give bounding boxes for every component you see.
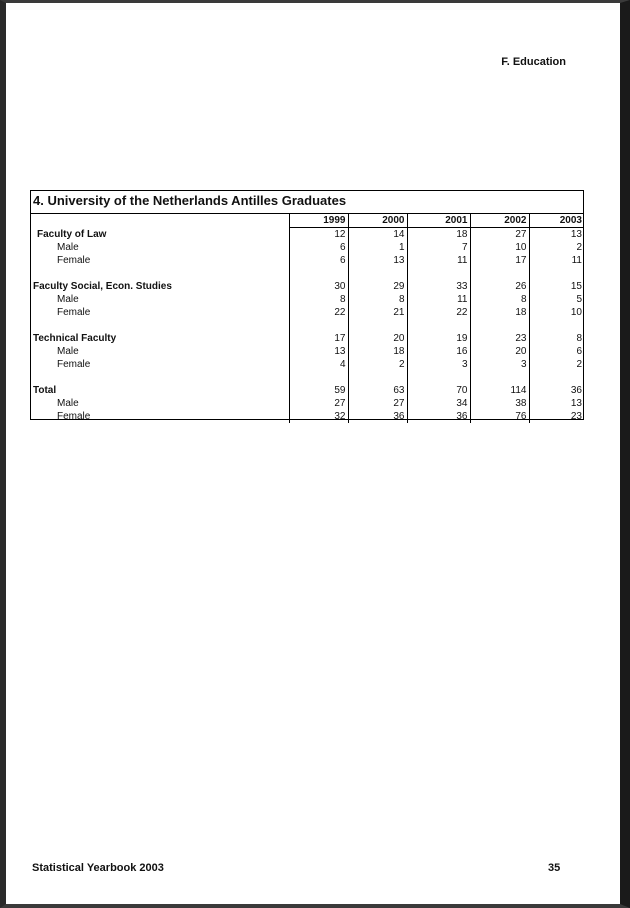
table-row-male: [31, 293, 584, 306]
cell: 22: [407, 306, 470, 319]
graduates-table-box: [30, 190, 584, 420]
cell: 27: [470, 228, 529, 242]
page-number: 35: [548, 862, 561, 874]
cell: 22: [289, 306, 348, 319]
table-row-group-total: [31, 280, 584, 293]
cell: 18: [470, 306, 529, 319]
cell: 59: [289, 384, 348, 397]
cell: 15: [529, 280, 584, 293]
cell: 6: [289, 241, 348, 254]
cell: 8: [289, 293, 348, 306]
cell: 2: [529, 241, 584, 254]
spacer-row: [31, 267, 584, 280]
table-row-female: [31, 254, 584, 267]
cell: 11: [529, 254, 584, 267]
cell: 32: [289, 410, 348, 423]
year-header: 2002: [470, 214, 529, 228]
group-label: Faculty of Law: [37, 228, 107, 240]
spacer-row: [31, 371, 584, 384]
cell: 3: [470, 358, 529, 371]
cell: 8: [470, 293, 529, 306]
cell: 10: [470, 241, 529, 254]
cell: 11: [407, 254, 470, 267]
cell: 33: [407, 280, 470, 293]
cell: 26: [470, 280, 529, 293]
spacer-row: [31, 319, 584, 332]
group-label: Faculty Social, Econ. Studies: [33, 281, 172, 292]
cell: 18: [407, 228, 470, 242]
female-label: Female: [57, 255, 91, 266]
cell: 2: [348, 358, 407, 371]
table-row-group-total: [31, 228, 584, 242]
cell: 7: [407, 241, 470, 254]
cell: 27: [289, 397, 348, 410]
cell: 36: [407, 410, 470, 423]
male-label: Male: [57, 294, 79, 305]
graduates-table: [31, 214, 584, 423]
cell: 12: [289, 228, 348, 242]
female-label: Female: [57, 411, 91, 422]
cell: 16: [407, 345, 470, 358]
year-header: 2001: [407, 214, 470, 228]
year-header: 2000: [348, 214, 407, 228]
table-row-female: [31, 306, 584, 319]
group-label: Total: [33, 385, 57, 396]
cell: 13: [289, 345, 348, 358]
cell: 4: [289, 358, 348, 371]
cell: 23: [529, 410, 584, 423]
cell: 19: [407, 332, 470, 345]
year-header: 2003: [529, 214, 584, 228]
cell: 13: [529, 228, 584, 242]
table-title: 4. University of the Netherlands Antilles Graduates: [33, 193, 347, 208]
table-row-male: [31, 397, 584, 410]
cell: 30: [289, 280, 348, 293]
cell: 36: [348, 410, 407, 423]
year-header: 1999: [289, 214, 348, 228]
cell: 10: [529, 306, 584, 319]
cell: 11: [407, 293, 470, 306]
section-header: F. Education: [501, 56, 566, 68]
year-header-row: [31, 214, 584, 228]
cell: 5: [529, 293, 584, 306]
cell: 21: [348, 306, 407, 319]
cell: 6: [289, 254, 348, 267]
cell: 14: [348, 228, 407, 242]
cell: 18: [348, 345, 407, 358]
header-blank: [31, 214, 289, 228]
cell: 8: [348, 293, 407, 306]
female-label: Female: [57, 359, 91, 370]
cell: 20: [470, 345, 529, 358]
cell: 20: [348, 332, 407, 345]
table-row-group-total: [31, 384, 584, 397]
table-row-female: [31, 358, 584, 371]
cell: 8: [529, 332, 584, 345]
table-row-male: [31, 241, 584, 254]
cell: 34: [407, 397, 470, 410]
cell: 36: [529, 384, 584, 397]
cell: 3: [407, 358, 470, 371]
cell: 17: [289, 332, 348, 345]
table-row-female: [31, 410, 584, 423]
cell: 13: [348, 254, 407, 267]
cell: 13: [529, 397, 584, 410]
cell: 63: [348, 384, 407, 397]
cell: 17: [470, 254, 529, 267]
group-label: Technical Faculty: [33, 333, 117, 344]
cell: 38: [470, 397, 529, 410]
cell: 2: [529, 358, 584, 371]
cell: 27: [348, 397, 407, 410]
publication-title: Statistical Yearbook 2003: [32, 862, 164, 874]
cell: 76: [470, 410, 529, 423]
cell: 29: [348, 280, 407, 293]
table-row-group-total: [31, 332, 584, 345]
male-label: Male: [57, 242, 79, 253]
table-row-male: [31, 345, 584, 358]
cell: 114: [470, 384, 529, 397]
male-label: Male: [57, 398, 79, 409]
cell: 70: [407, 384, 470, 397]
male-label: Male: [57, 346, 79, 357]
cell: 6: [529, 345, 584, 358]
female-label: Female: [57, 307, 91, 318]
cell: 23: [470, 332, 529, 345]
cell: 1: [348, 241, 407, 254]
